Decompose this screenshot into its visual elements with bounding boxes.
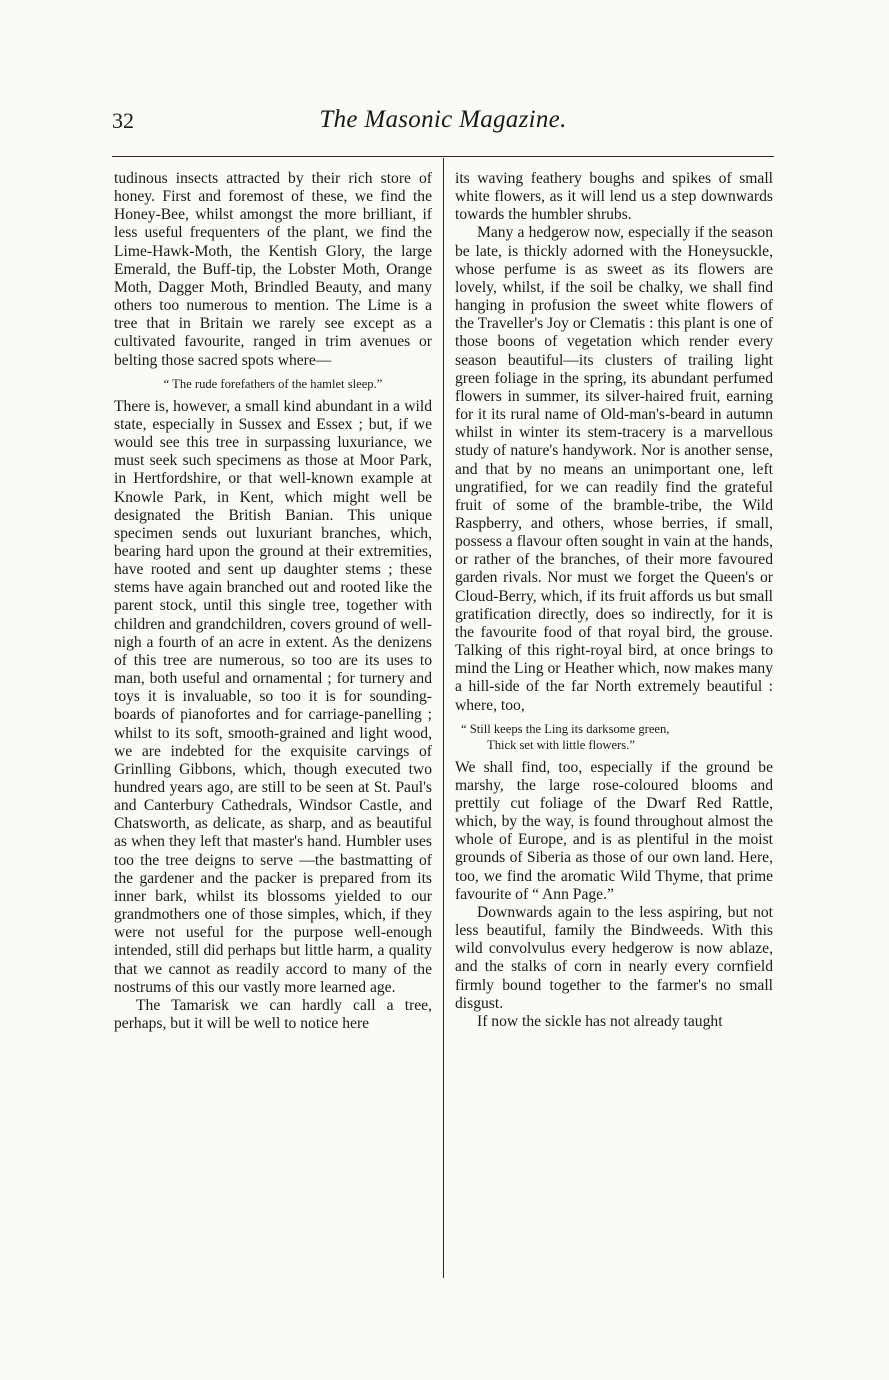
header-rule (112, 156, 774, 157)
paragraph: its waving feathery boughs and spikes of small white flowers, as it will lend us a step downwards towards the humbler shrubs. (455, 170, 773, 224)
right-column (455, 170, 773, 1031)
paragraph: The Tamarisk we can hardly call a tree, perhaps, but it will be well to notice here (114, 996, 432, 1033)
verse-quotation (455, 721, 773, 753)
running-title: The Masonic Magazine. (319, 106, 567, 133)
page-header (112, 108, 774, 138)
left-column (114, 170, 432, 1033)
paragraph: Many a hedgerow now, especially if the season be late, is thickly adorned with the Honeysuckle, whose perfume is as sweet as its flowers are lovely, whilst, if the soil be chalky, we shall find hanging in profusion the sweet white flowers of the Traveller's Joy or Clematis : this plant is one of those boons of vegetation which render every season beautiful—its clusters of trailing light green foliage in the spring, its abundant perfumed flowers in summer, its silver-haired fruit, earning for it its rural name of Old-man's-beard in autumn whilst in winter its stem-tracery is a marvellous study of nature's handywork. Nor is another sense, and that by no means an unimportant one, left ungratified, for we can readily find the grateful fruit of some of the bramble-tribe, the Wild Raspberry, and others, whose berries, if small, possess a flavour often sought in vain at the hands, or rather of the branches, of their more favoured garden rivals. Nor must we forget the Queen's or Cloud-Berry, which, if its fruit affords us but small gratification directly, does so indirectly, for it is the favourite food of that royal bird, the grouse. Talking of this right-royal bird, at once brings to mind the Ling or Heather which, now makes many a hill-side of the far North extremely beautiful : where, too, (455, 224, 773, 714)
paragraph: We shall find, too, especially if the ground be marshy, the large rose-coloured blooms and prettily cut foliage of the Dwarf Red Rattle, which, by the way, is found throughout almost the whole of Europe, and is as plentiful in the moist grounds of Siberia as those of our own land. Here, too, we find the aromatic Wild Thyme, that prime favourite of “ Ann Page.” (455, 758, 773, 903)
column-divider (443, 158, 444, 1278)
verse-line: Thick set with little flowers.” (487, 737, 635, 752)
paragraph: If now the sickle has not already taught (477, 1012, 723, 1030)
quotation: “ The rude forefathers of the hamlet sleep.” (163, 376, 383, 391)
paragraph: Downwards again to the less aspiring, but not less beautiful, family the Bindweeds. With this wild convolvulus every hedgerow is now ablaze, and the stalks of corn in nearly every cornfield firmly bound together to the farmer's no small disgust. (455, 903, 773, 1012)
verse-line: “ Still keeps the Ling its darksome green, (461, 721, 670, 736)
page-number: 32 (112, 108, 134, 133)
paragraph: tudinous insects attracted by their rich store of honey. First and foremost of these, we find the Honey-Bee, whilst amongst the more brilliant, if less useful frequenters of the plant, we find the Lime-Hawk-Moth, the Kentish Glory, the large Emerald, the Buff-tip, the Lobster Moth, Orange Moth, Dagger Moth, Brindled Beauty, and many others too numerous to mention. The Lime is a tree that in Britain we rarely see except as a cultivated favourite, ranged in trim avenues or belting those sacred spots where— (114, 170, 432, 369)
paragraph: There is, however, a small kind abundant in a wild state, especially in Sussex and Essex ; but, if we would see this tree in surpassing luxuriance, we must seek such specimens as those at Moor Park, in Hertfordshire, or that well-known example at Knowle Park, in Kent, which might well be designated the British Banian. This unique specimen sends out luxuriant branches, which, bearing hard upon the ground at their extremities, have rooted and sent up daughter stems ; these stems have again branched out and rooted like the parent stock, until this single tree, together with children and grandchildren, covers ground of well-nigh a fourth of an acre in extent. As the denizens of this tree are numerous, so too are its uses to man, both useful and ornamental ; for turnery and toys it is invaluable, so too it is for sounding-boards of pianofortes and for carriage-panelling ; whilst to its soft, smooth-grained and light wood, we are indebted for the exquisite carvings of Grinlling Gibbons, which, though executed two hundred years ago, are still to be seen at St. Paul's and Canterbury Cathedrals, Windsor Castle, and Chatsworth, as delicate, as sharp, and as beautiful as when they left that master's hand. Humbler uses too the tree deigns to serve —the bastmatting of the gardener and the packer is prepared from its inner bark, whilst its blossoms yielded to our grandmothers one of those simples, which, if they were not useful for the purpose well-enough intended, still did perhaps but little harm, a quality that we cannot as readily accord to many of the nostrums of this our vastly more learned age. (114, 397, 432, 996)
